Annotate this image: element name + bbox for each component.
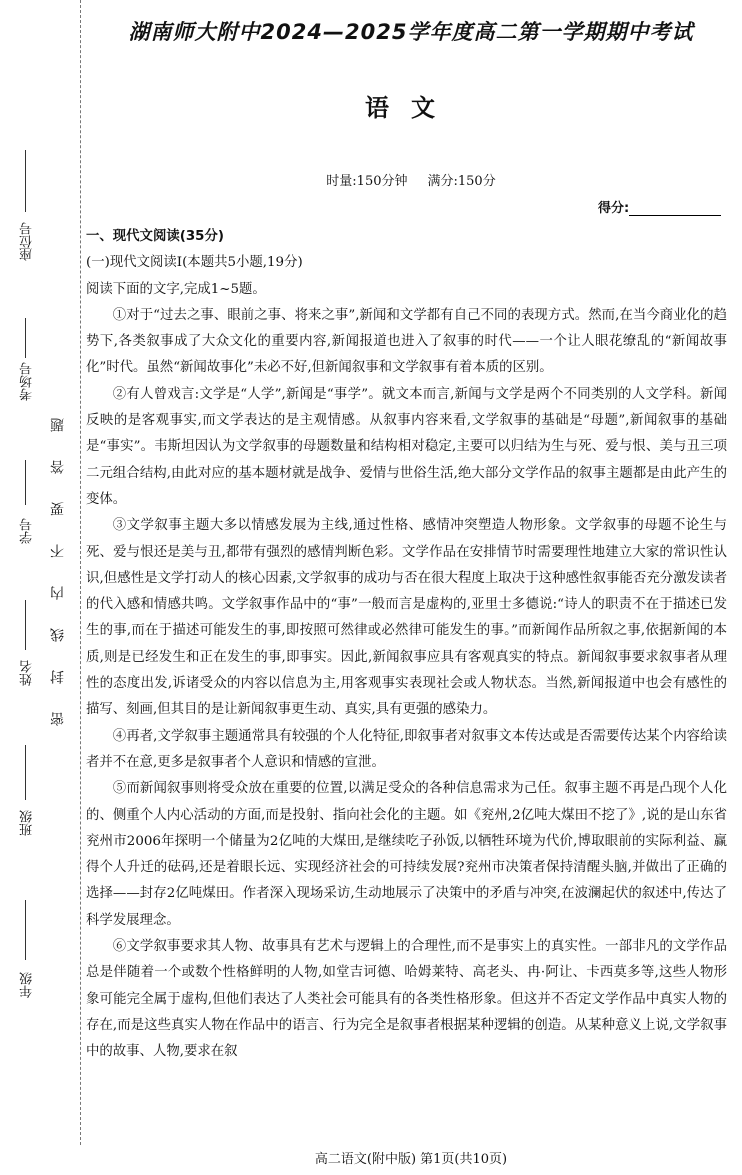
binding-margin bbox=[0, 0, 80, 1145]
class-label: 班级 bbox=[20, 810, 35, 836]
student-number-blank bbox=[25, 460, 26, 505]
time-limit: 时量:150分钟 bbox=[326, 174, 408, 189]
instruction: 阅读下面的文字,完成1~5题。 bbox=[86, 281, 266, 297]
page-footer: 高二语文(附中版) 第1页(共10页) bbox=[314, 1152, 508, 1167]
student-number-label: 学号 bbox=[20, 518, 35, 544]
score-field bbox=[598, 197, 721, 216]
seat-number-blank bbox=[25, 150, 26, 212]
score-blank bbox=[629, 201, 721, 216]
paragraph-2: ②有人曾戏言:文学是“人学”,新闻是“事学”。就文本而言,新闻与文学是两个不同类别的人文学科。新闻反映的是客观事实,而文学表达的是主观情感。从叙事内容来看,文学叙事的基础是“母题”,新闻叙事的基础是“事实”。韦斯坦因认为文学叙事的母题数量和结构相对稳定,主要可以归结为生与死、爱与恨、美与丑三项二元组合结构,由此对应的基本题材就是战争、爱情与世俗生活,绝大部分文学作品的叙事主题都是由此产生的变体。 bbox=[86, 386, 727, 507]
exam-info bbox=[80, 170, 742, 189]
paragraph-3: ③文学叙事主题大多以情感发展为主线,通过性格、感情冲突塑造人物形象。文学叙事的母题不论生与死、爱与恨还是美与丑,都带有强烈的感情判断色彩。文学作品在安排情节时需要理性地建立大家的常识性认识,但感性是文学打动人的核心因素,文学叙事的成功与否在很大程度上取决于这种感性叙事能否充分激发读者的代入感和情感共鸣。文学叙事作品中的“事”一般而言是虚构的,亚里士多德说:“诗人的职责不在于描述已发生的事,而在于描述可能发生的事,即按照可然律或必然律可能发生的事。”而新闻作品所叙之事,依据新闻的本质,则是已经发生和正在发生的事,即事实。因此,新闻叙事应具有客观真实的特点。新闻叙事要求叙事者从理性的态度出发,诉诸受众的内容以信息为主,用客观事实表现社会或人物状态。当然,新闻报道中也会有感性的描写、刻画,但其目的是让新闻叙事更生动、真实,具有更强的感染力。 bbox=[86, 518, 727, 718]
paragraph-6: ⑥文学叙事要求其人物、故事具有艺术与逻辑上的合理性,而不是事实上的真实性。一部非凡的文学作品总是伴随着一个或数个性格鲜明的人物,如堂吉诃德、哈姆莱特、高老头、冉·阿让、卡西莫多等,这些人物形象可能完全属于虚构,但他们表达了人类社会可能具有的各类性格形象。但这并不否定文学作品中真实人物的存在,而是这些真实人物在作品中的语言、行为完全是叙事者根据某种逻辑的创造。从某种意义上说,文学叙事中的故事、人物,要求在叙 bbox=[86, 939, 727, 1060]
score-label: 得分: bbox=[598, 201, 630, 216]
name-label: 姓名 bbox=[20, 660, 35, 686]
grade-blank bbox=[25, 900, 26, 960]
seat-number-label: 座位号 bbox=[20, 222, 35, 261]
grade-label: 年级 bbox=[20, 972, 35, 998]
reading-section bbox=[86, 224, 727, 1066]
class-blank bbox=[25, 745, 26, 800]
paragraph-1: ①对于“过去之事、眼前之事、将来之事”,新闻和文学都有自己不同的表现方式。然而,在当今商业化的趋势下,各类叙事成了大众文化的重要内容,新闻报道也进入了叙事的时代——一个让人眼花缭乱的“新闻故事化”时代。虽然“新闻故事化”未必不好,但新闻叙事和文学叙事有着本质的区别。 bbox=[86, 307, 727, 376]
exam-room-label: 考场号 bbox=[20, 362, 35, 401]
exam-room-blank bbox=[25, 318, 26, 358]
paragraph-4: ④再者,文学叙事主题通常具有较强的个人化特征,即叙事者对叙事文本传达或是否需要传达某个内容给读者并不在意,更多是叙事者个人意识和情感的宣泄。 bbox=[86, 728, 727, 770]
subsection-heading: (一)现代文阅读Ⅰ(本题共5小题,19分) bbox=[86, 255, 303, 271]
full-score: 满分:150分 bbox=[427, 174, 496, 189]
name-blank bbox=[25, 600, 26, 650]
seal-notice: 密封线内不要答题 bbox=[50, 390, 66, 726]
section-heading: 一、现代文阅读(35分) bbox=[86, 229, 224, 244]
exam-title: 湖南师大附中2024—2025学年度高二第一学期期中考试 bbox=[128, 20, 694, 44]
paragraph-5: ⑤而新闻叙事则将受众放在重要的位置,以满足受众的各种信息需求为己任。叙事主题不再是凸现个人化的、侧重个人内心活动的方面,而是投射、指向社会化的主题。如《兖州,2亿吨大煤田不挖了》,说的是山东省兖州市2006年探明一个储量为2亿吨的大煤田,是继续吃子孙饭,以牺牲环境为代价,博取眼前的实际利益、赢得个人升迁的砝码,还是着眼长远、实现经济社会的可持续发展?兖州市决策者保持清醒头脑,并做出了正确的选择——封存2亿吨煤田。作者深入现场采访,生动地展示了决策中的矛盾与冲突,在波澜起伏的叙述中,传达了科学发展理念。 bbox=[86, 781, 727, 928]
subject-title: 语文 bbox=[365, 94, 457, 122]
